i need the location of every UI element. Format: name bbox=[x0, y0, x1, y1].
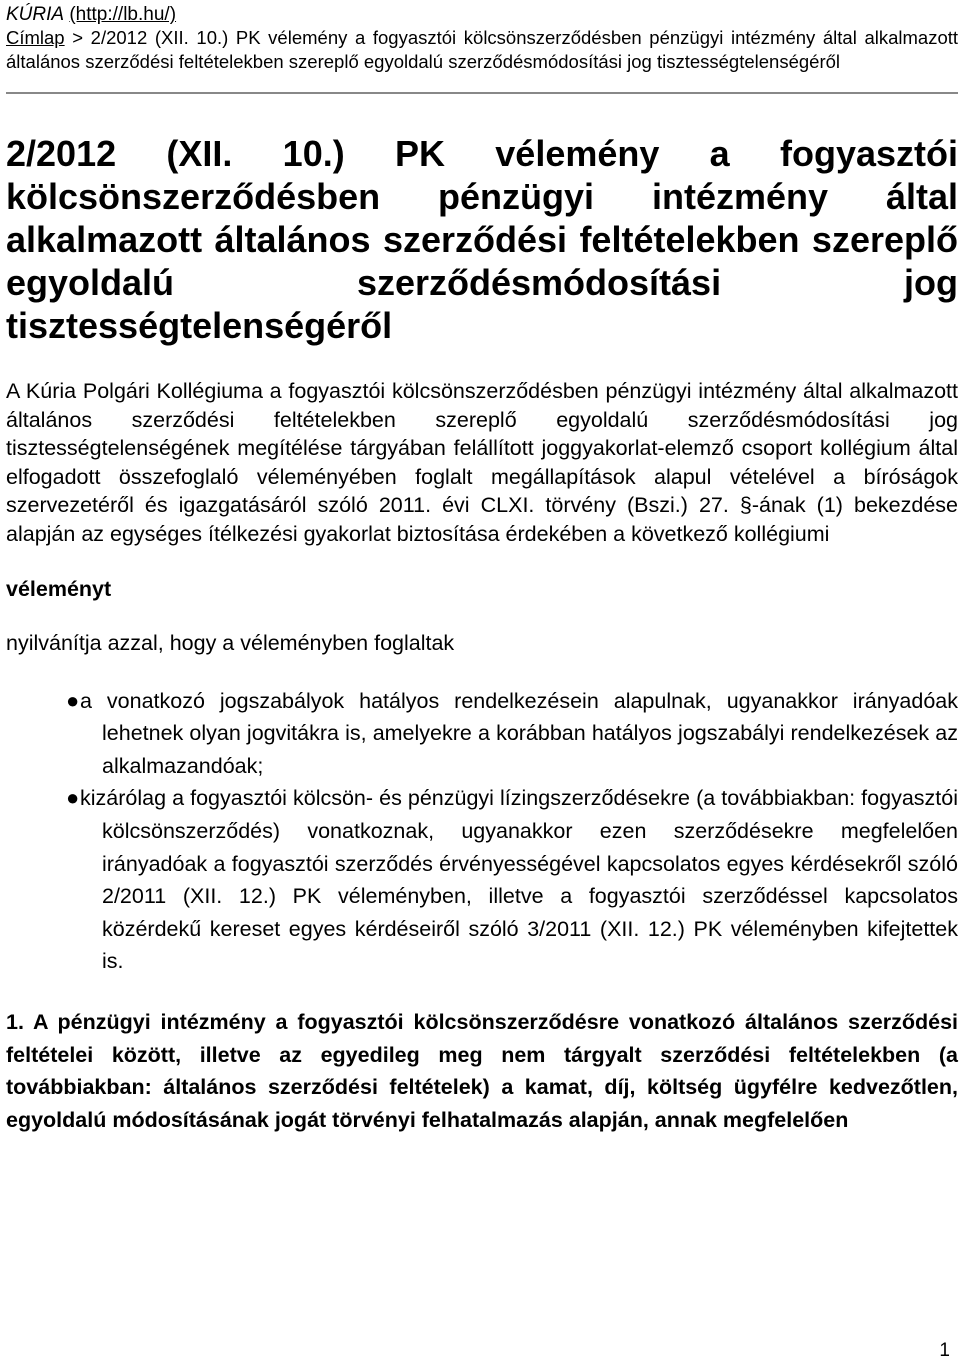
breadcrumb-separator: > bbox=[72, 27, 84, 48]
opinion-points-list bbox=[6, 685, 958, 978]
bullet-icon: ● bbox=[66, 687, 80, 713]
bullet-icon: ● bbox=[66, 785, 80, 811]
site-url-link[interactable]: (http://lb.hu/) bbox=[69, 4, 177, 25]
page-number: 1 bbox=[939, 1340, 950, 1361]
list-item-text: a fogyasztói kölcsön- és pénzügyi lízingszerződésekre (a továbbiakban: fogyasztói kölcsönszerződés) vonatkoznak, ugyanakkor ezen szerződésekre megfelelően irányadóak a fogyasztói szerződés érvényességével kapcsolatos egyes kérdésekről szóló 2/2011 (XII. 12.) PK véleményben, illetve a fogyasztói szerződéssel kapcsolatos közérdekű kereset egyes kérdéseiről szóló 3/2011 (XII. 12.) PK véleményben kifejtettek is. bbox=[102, 786, 958, 974]
list-item-first-word: kizárólag bbox=[80, 786, 167, 811]
list-item bbox=[6, 782, 958, 978]
breadcrumb bbox=[6, 26, 958, 74]
header-divider bbox=[6, 92, 958, 94]
site-name: KÚRIA bbox=[6, 4, 65, 25]
list-item-text: vonatkozó jogszabályok hatályos rendelkezésein alapulnak, ugyanakkor irányadóak lehetnek olyan jogvitákra is, amelyekre a korábban hatályos jogszabályi rendelkezések az alkalmazandóak; bbox=[102, 688, 958, 778]
section-1-heading: 1. A pénzügyi intézmény a fogyasztói kölcsönszerződésre vonatkozó általános szerződési feltételei között, illetve az egyedileg meg nem tárgyalt szerződési feltételekben (a továbbiakban: általános szerződési feltételek) a kamat, díj, költség ügyfélre kedvezőtlen, egyoldalú módosításának jogát törvényi felhatalmazás alapján, annak megfelelően bbox=[6, 1009, 958, 1132]
page-title: 2/2012 (XII. 10.) PK vélemény a fogyasztói kölcsönszerződésben pénzügyi intézmény által alkalmazott általános szerződési feltételekben szereplő egyoldalú szerződésmódosítási jog tisztességtelenségéről bbox=[6, 133, 958, 346]
opinion-label: véleményt bbox=[6, 576, 112, 601]
breadcrumb-current: 2/2012 (XII. 10.) PK vélemény a fogyasztói kölcsönszerződésben pénzügyi intézmény által alkalmazott általános szerződési feltételekben szereplő egyoldalú szerződésmódosítási jog tisztességtelenségéről bbox=[6, 27, 959, 72]
document-page bbox=[6, 0, 958, 1136]
intro-paragraph: A Kúria Polgári Kollégiuma a fogyasztói kölcsönszerződésben pénzügyi intézmény által alkalmazott általános szerződési feltételekben szereplő egyoldalú szerződésmódosítási jog tisztességtelenségének megítélése tárgyában felállított joggyakorlat-elemző csoport kollégium által elfogadott összefoglaló véleményében foglalt megállapítások alapul vételével a bíróságok szervezetéről és igazgatásáról szóló 2011. évi CLXI. törvény (Bszi.) 27. §-ának (1) bekezdése alapján az egységes ítélkezési gyakorlat biztosítása érdekében a következő kollégiumi bbox=[6, 379, 958, 546]
declares-paragraph: nyilvánítja azzal, hogy a véleményben foglaltak bbox=[6, 630, 455, 655]
list-item-first-word: a bbox=[80, 688, 92, 713]
list-item bbox=[6, 685, 958, 783]
site-header bbox=[6, 4, 958, 26]
breadcrumb-home-link[interactable]: Címlap bbox=[6, 27, 65, 48]
